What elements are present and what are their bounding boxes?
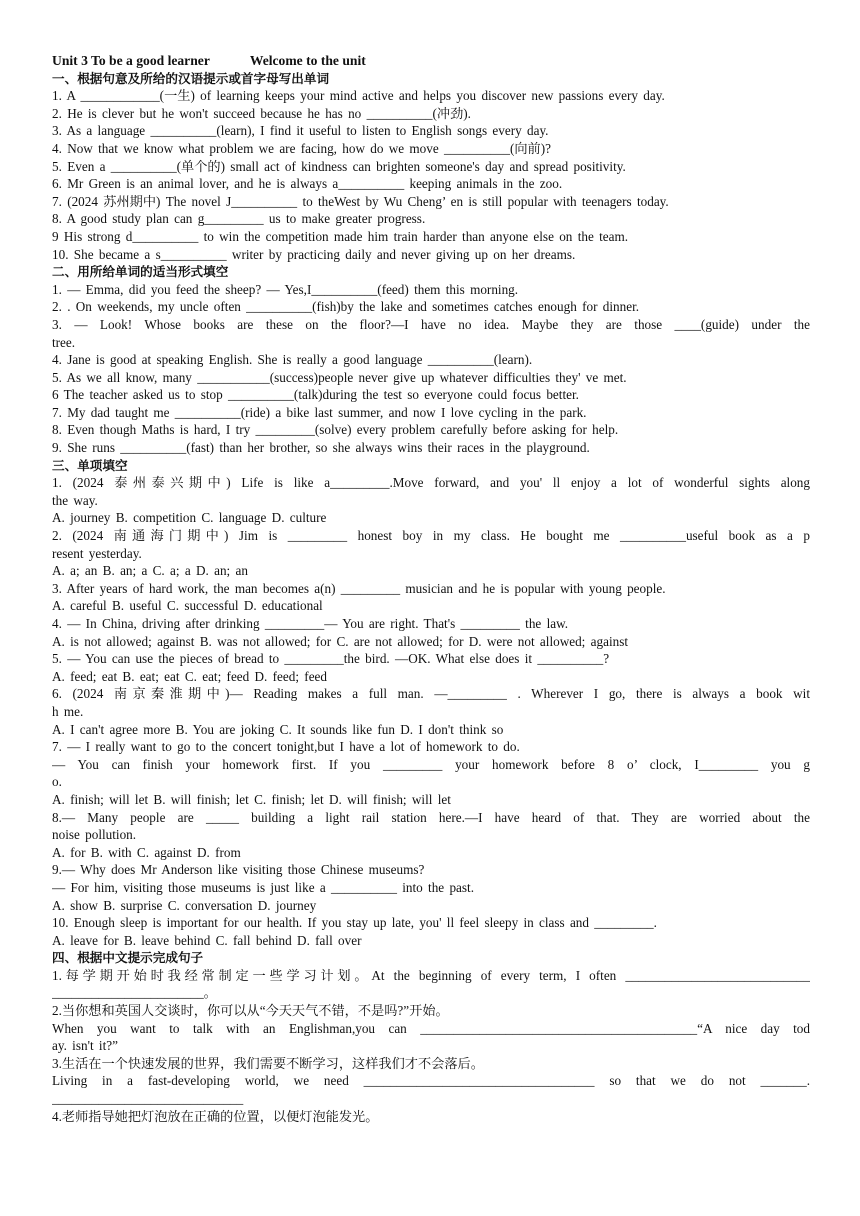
exercise-line: 3.生活在一个快速发展的世界，我们需要不断学习，这样我们才不会落后。 (52, 1055, 484, 1071)
exercise-line: 9.— Why does Mr Anderson like visiting those Chinese museums? (52, 862, 425, 878)
exercise-line: 3. — Look! Whose books are these on the floor?—I have no idea. Maybe they are those ____(guide) under the (52, 316, 810, 332)
exercise-line: A. is not allowed; against B. was not allowed; for C. are not allowed; for D. were not allowed; against (52, 633, 628, 649)
exercise-line: 2. (2024 南通海门期中) Jim is _________ honest boy in my class. He bought me __________useful book as a p (52, 528, 810, 544)
exercise-line: A. a; an B. an; a C. a; a D. an; an (52, 563, 248, 579)
exercise-line: noise pollution. (52, 827, 137, 843)
exercise-line: 1. (2024 泰州泰兴期中) Life is like a_________.Move forward, and you' ll enjoy a lot of wonderful sights along (52, 475, 810, 491)
section-4 (52, 949, 810, 1125)
worksheet-page (52, 52, 810, 1125)
exercise-line: 7. (2024 苏州期中) The novel J__________ to theWest by Wu Cheng’ en is still popular with teenagers today. (52, 193, 669, 209)
unit-title: Unit 3 To be a good learner (52, 53, 210, 68)
exercise-line: 6. (2024 南京秦淮期中)— Reading makes a full man. —_________ . Wherever I go, there is always a book wit (52, 686, 810, 702)
exercise-line: A. leave for B. leave behind C. fall behind D. fall over (52, 932, 362, 948)
exercise-line: Living in a fast-developing world, we need ___________________________________ so that we do not _______. (52, 1073, 810, 1089)
section-3 (52, 457, 810, 950)
exercise-line: 3. As a language __________(learn), I find it useful to listen to English songs every day. (52, 123, 549, 139)
section-heading: 二、用所给单词的适当形式填空 (52, 264, 229, 280)
exercise-line: A. show B. surprise C. conversation D. journey (52, 897, 317, 913)
exercise-line: — For him, visiting those museums is just like a __________ into the past. (52, 879, 474, 895)
exercise-line: 2. . On weekends, my uncle often __________(fish)by the lake and sometimes catches enough for dinner. (52, 299, 640, 315)
section-heading: 三、单项填空 (52, 457, 128, 473)
exercise-line: 6 The teacher asked us to stop __________(talk)during the test so everyone could focus better. (52, 387, 579, 403)
exercise-line: A. finish; will let B. will finish; let C. finish; let D. will finish; will let (52, 791, 451, 807)
exercise-line: 4. Now that we know what problem we are facing, how do we move __________(向前)? (52, 140, 551, 156)
section-2 (52, 263, 810, 457)
exercise-line: 7. — I really want to go to the concert tonight,but I have a lot of homework to do. (52, 739, 520, 755)
exercise-line: resent yesterday. (52, 545, 142, 561)
exercise-line: 8. A good study plan can g_________ us to make greater progress. (52, 211, 426, 227)
exercise-sections (52, 70, 810, 1126)
exercise-line: 8. Even though Maths is hard, I try _________(solve) every problem carefully before asking for help. (52, 422, 619, 438)
exercise-line: 9 His strong d__________ to win the competition made him train harder than anyone else on the team. (52, 228, 629, 244)
exercise-line: 5. Even a __________(单个的) small act of kindness can brighten someone's day and spread positivity. (52, 158, 626, 174)
exercise-line: o. (52, 774, 62, 790)
exercise-line: A. for B. with C. against D. from (52, 844, 241, 860)
exercise-line: tree. (52, 334, 76, 350)
exercise-line: A. feed; eat B. eat; eat C. eat; feed D. feed; feed (52, 668, 327, 684)
exercise-line: When you want to talk with an Englishman,you can __________________________________________“A nice day tod (52, 1020, 810, 1036)
exercise-line: 2.当你想和英国人交谈时，你可以从“今天天气不错，不是吗?”开始。 (52, 1003, 449, 1019)
exercise-line: A. journey B. competition C. language D. culture (52, 510, 327, 526)
exercise-line: 3. After years of hard work, the man becomes a(n) _________ musician and he is popular with young people. (52, 580, 666, 596)
section-1 (52, 70, 810, 264)
exercise-line: 1.每学期开始时我经常制定一些学习计划。At the beginning of every term, I often ____________________________ (52, 967, 810, 983)
exercise-line: A. careful B. useful C. successful D. educational (52, 598, 323, 614)
exercise-line: ay. isn't it?” (52, 1038, 118, 1054)
exercise-line: 4. — In China, driving after drinking _________— You are right. That's _________ the law. (52, 616, 569, 631)
section-heading: 四、根据中文提示完成句子 (52, 950, 204, 966)
exercise-line: 5. — You can use the pieces of bread to _________the bird. —OK. What else does it __________? (52, 651, 610, 667)
exercise-line: 7. My dad taught me __________(ride) a bike last summer, and now I love cycling in the park. (52, 404, 587, 420)
unit-title-line (52, 52, 810, 70)
exercise-line: 4. Jane is good at speaking English. She is really a good language __________(learn). (52, 352, 533, 368)
exercise-line: — You can finish your homework first. If you _________ your homework before 8 o’ clock, I_________ you g (52, 756, 810, 772)
exercise-line: _______________________。 (52, 985, 217, 1001)
exercise-line: 2. He is clever but he won't succeed because he has no __________(冲劲). (52, 105, 471, 121)
exercise-line: 8.— Many people are _____ building a light rail station here.—I have heard of that. They are worried about the (52, 809, 810, 825)
exercise-line: h me. (52, 703, 84, 719)
exercise-line: 6. Mr Green is an animal lover, and he is always a__________ keeping animals in the zoo. (52, 176, 563, 192)
exercise-line: 5. As we all know, many ___________(success)people never give up whatever difficulties they' ve met. (52, 369, 627, 385)
exercise-line: 4.老师指导她把灯泡放在正确的位置，以便灯泡能发光。 (52, 1108, 379, 1124)
exercise-line: the way. (52, 492, 98, 508)
exercise-line: 10. She became a s__________ writer by practicing daily and never giving up on her dreams. (52, 246, 576, 262)
exercise-line: 1. A ____________(一生) of learning keeps your mind active and helps you discover new passions every day. (52, 88, 665, 104)
unit-subtitle: Welcome to the unit (249, 53, 366, 68)
exercise-line: _____________________________ (52, 1091, 244, 1107)
exercise-line: 10. Enough sleep is important for our health. If you stay up late, you' ll feel sleepy in class and _________. (52, 915, 657, 931)
exercise-line: A. I can't agree more B. You are joking C. It sounds like fun D. I don't think so (52, 721, 504, 737)
exercise-line: 1. — Emma, did you feed the sheep? — Yes,I__________(feed) them this morning. (52, 281, 519, 297)
exercise-line: 9. She runs __________(fast) than her brother, so she always wins their races in the playground. (52, 440, 590, 456)
section-heading: 一、根据句意及所给的汉语提示或首字母写出单词 (52, 70, 330, 86)
